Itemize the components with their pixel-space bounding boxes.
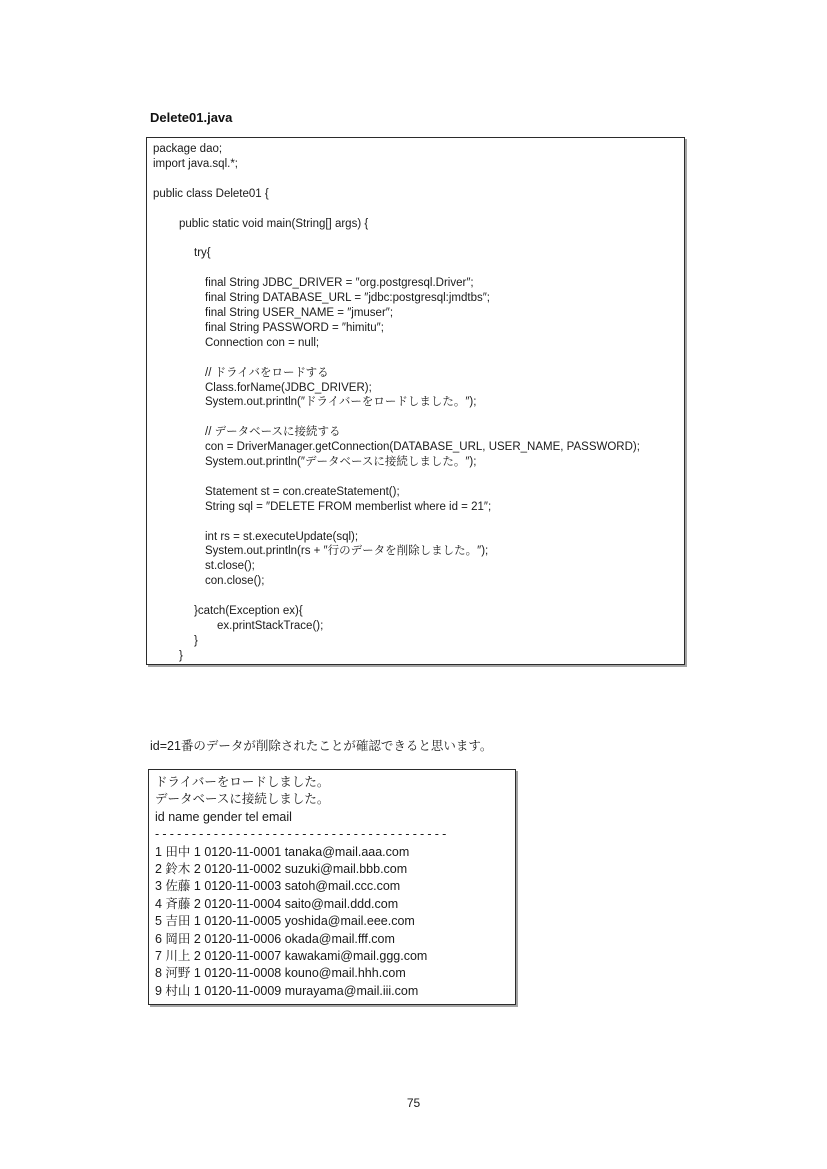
code-line: [153, 515, 680, 530]
code-line: [153, 231, 680, 246]
console-row: 8 河野 1 0120-11-0008 kouno@mail.hhh.com: [155, 966, 406, 981]
page-number: 75: [406, 1096, 421, 1110]
code-line: Connection con = null;: [205, 336, 320, 349]
code-line: con.close();: [205, 575, 265, 588]
code-line: String sql = ″DELETE FROM memberlist where id = 21″;: [205, 500, 492, 513]
code-line: st.close();: [205, 560, 255, 573]
code-line: // データベースに接続する: [205, 426, 341, 439]
code-line: Class.forName(JDBC_DRIVER);: [205, 381, 372, 394]
code-line: final String PASSWORD = ″himitu″;: [205, 321, 384, 334]
java-code-listing-box: [146, 137, 685, 665]
code-line: [153, 202, 680, 217]
console-row: 9 村山 1 0120-11-0009 murayama@mail.iii.com: [155, 983, 419, 998]
code-line: public class Delete01 {: [153, 187, 269, 200]
code-line: package dao;: [153, 143, 223, 155]
code-line: [153, 351, 680, 366]
console-separator-line: ----------------------------------------: [155, 827, 450, 842]
console-row: 5 吉田 1 0120-11-0005 yoshida@mail.eee.com: [155, 914, 415, 929]
code-line: ex.printStackTrace();: [217, 620, 324, 632]
code-line: [153, 261, 680, 276]
code-line: }: [179, 649, 183, 662]
code-line: Statement st = con.createStatement();: [205, 485, 400, 498]
console-row: 7 川上 2 0120-11-0007 kawakami@mail.ggg.com: [155, 949, 428, 964]
code-line: try{: [194, 247, 211, 260]
code-line: [153, 410, 680, 425]
console-row: 3 佐藤 1 0120-11-0003 satoh@mail.ccc.com: [155, 879, 401, 894]
code-line: [153, 589, 680, 604]
code-line: }: [194, 634, 198, 647]
code-line: }catch(Exception ex){: [194, 605, 303, 618]
explanation-text: id=21番のデータが削除されたことが確認できると思います。: [150, 739, 493, 753]
code-line: con = DriverManager.getConnection(DATABASE_URL, USER_NAME, PASSWORD);: [205, 441, 640, 454]
code-line: System.out.println(rs + ″行のデータを削除しました。″);: [205, 545, 489, 558]
code-line: final String DATABASE_URL = ″jdbc:postgresql:jmdtbs″;: [205, 292, 491, 305]
console-result-rows: [155, 844, 511, 1001]
console-status-lines: [155, 774, 511, 826]
console-status-line: データベースに接続しました。: [155, 792, 330, 807]
code-line: // ドライバをロードする: [205, 366, 329, 379]
code-line: import java.sql.*;: [153, 157, 239, 170]
code-line: int rs = st.executeUpdate(sql);: [205, 530, 359, 543]
code-file-title: Delete01.java: [150, 110, 233, 125]
console-row: 6 岡田 2 0120-11-0006 okada@mail.fff.com: [155, 931, 395, 946]
console-status-line: id name gender tel email: [155, 809, 292, 824]
code-line: System.out.println(″ドライバーをロードしました。″);: [205, 396, 477, 409]
code-line: final String USER_NAME = ″jmuser″;: [205, 306, 394, 319]
code-line: public static void main(String[] args) {: [179, 217, 369, 230]
console-row: 1 田中 1 0120-11-0001 tanaka@mail.aaa.com: [155, 844, 410, 859]
console-output-box: [148, 769, 516, 1005]
code-line: [153, 172, 680, 187]
java-code-lines: [153, 142, 680, 664]
console-row: 2 鈴木 2 0120-11-0002 suzuki@mail.bbb.com: [155, 862, 408, 877]
code-line: final String JDBC_DRIVER = ″org.postgresql.Driver″;: [205, 277, 474, 290]
code-line: [153, 470, 680, 485]
console-row: 4 斉藤 2 0120-11-0004 saito@mail.ddd.com: [155, 896, 399, 911]
console-status-line: ドライバーをロードしました。: [155, 775, 330, 789]
code-line: System.out.println(″データベースに接続しました。″);: [205, 456, 477, 469]
